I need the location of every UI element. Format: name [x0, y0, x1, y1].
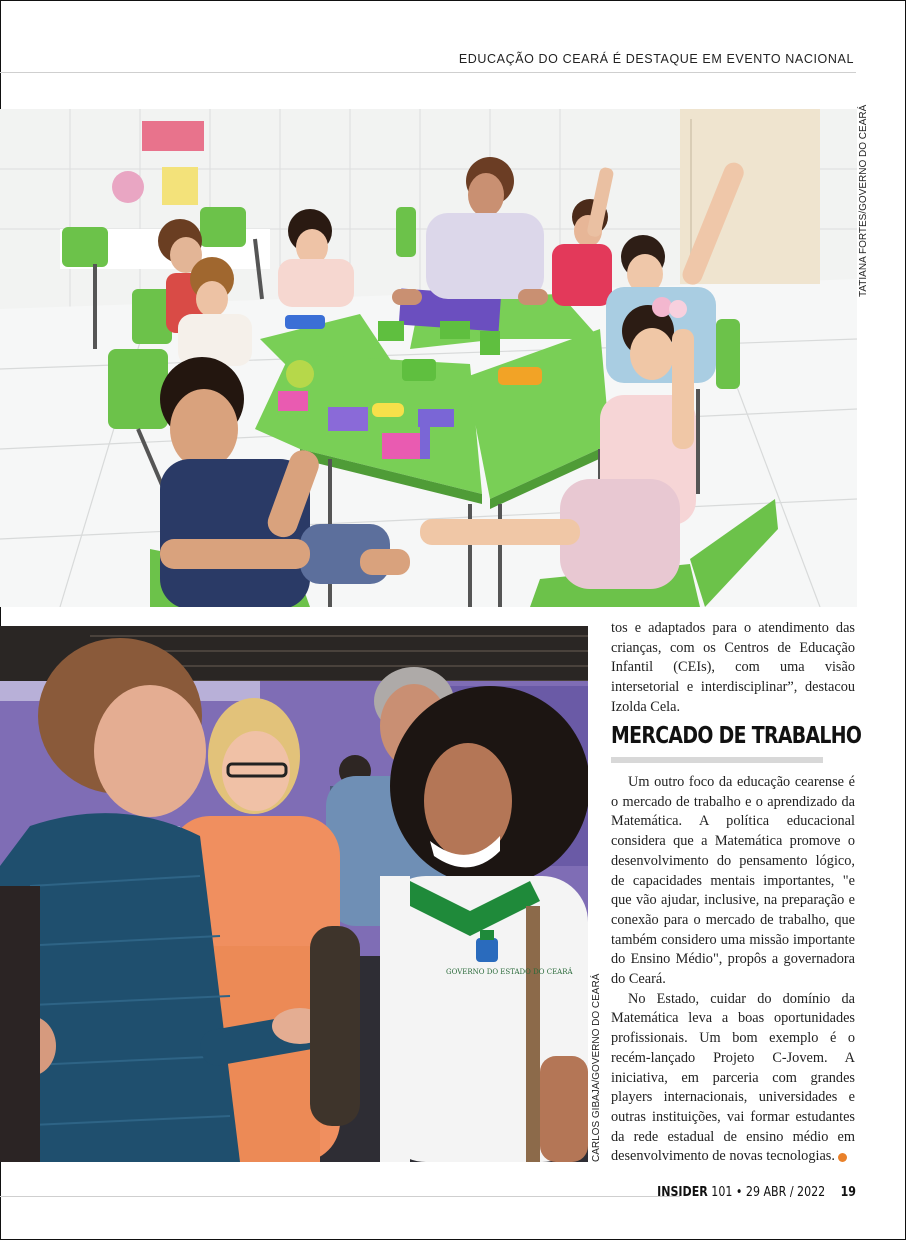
section-title-underline [611, 757, 823, 763]
footer-rule [0, 1196, 680, 1197]
body-paragraph-1: Um outro foco da educação cearense é o mercado de trabalho e o aprendizado da Matemática. A política educacional considera que a Matemática promove o desenvolvimento do pensamento lógico, de capacidades mentais importantes, "e que vão ajudar, inclusive, na preparação e conexão para o mercado de trabalho, que também considero uma missão importante do Ensino Médio", propôs a governadora do Ceará. [611, 774, 855, 988]
issue-info: 101 • 29 ABR / 2022 [711, 1185, 826, 1200]
event-meeting-photo [0, 626, 588, 1162]
photo-credit-2: CARLOS GIBAJA/GOVERNO DO CEARÁ [591, 973, 602, 1162]
continuation-paragraph: tos e adaptados para o atendimento das crianças, com os Centros de Educação Infantil (CEIs), com uma visão intersetorial e interdisciplinar”, destacou Izolda Cela. [611, 620, 855, 715]
classroom-children-photo [0, 109, 857, 607]
section-title: MERCADO DE TRABALHO [611, 723, 862, 749]
body-paragraph-2 [611, 990, 855, 1167]
photo-credit-1: TATIANA FORTES/GOVERNO DO CEARÁ [858, 104, 869, 297]
article-continuation [611, 619, 855, 718]
magazine-name: INSIDER [657, 1185, 708, 1200]
page-footer [657, 1185, 856, 1200]
shirt-logo-text: GOVERNO DO ESTADO DO CEARÁ [446, 968, 573, 976]
article-body [611, 773, 855, 1167]
page-number: 19 [840, 1185, 856, 1200]
body-paragraph-2-text: No Estado, cuidar do domínio da Matemática leva a boas oportunidades profissionais. Um bom exemplo é o recém-lançado Projeto C-Jovem. A iniciativa, em parceria com grandes players internacionais, universidades e outras instituições, vai formar estudantes da rede estadual de ensino médio em desenvolvimento de novas tecnologias. [611, 990, 855, 1165]
header-rule [0, 72, 856, 73]
end-of-article-icon [838, 1153, 847, 1162]
running-title: EDUCAÇÃO DO CEARÁ É DESTAQUE EM EVENTO NACIONAL [458, 52, 854, 66]
